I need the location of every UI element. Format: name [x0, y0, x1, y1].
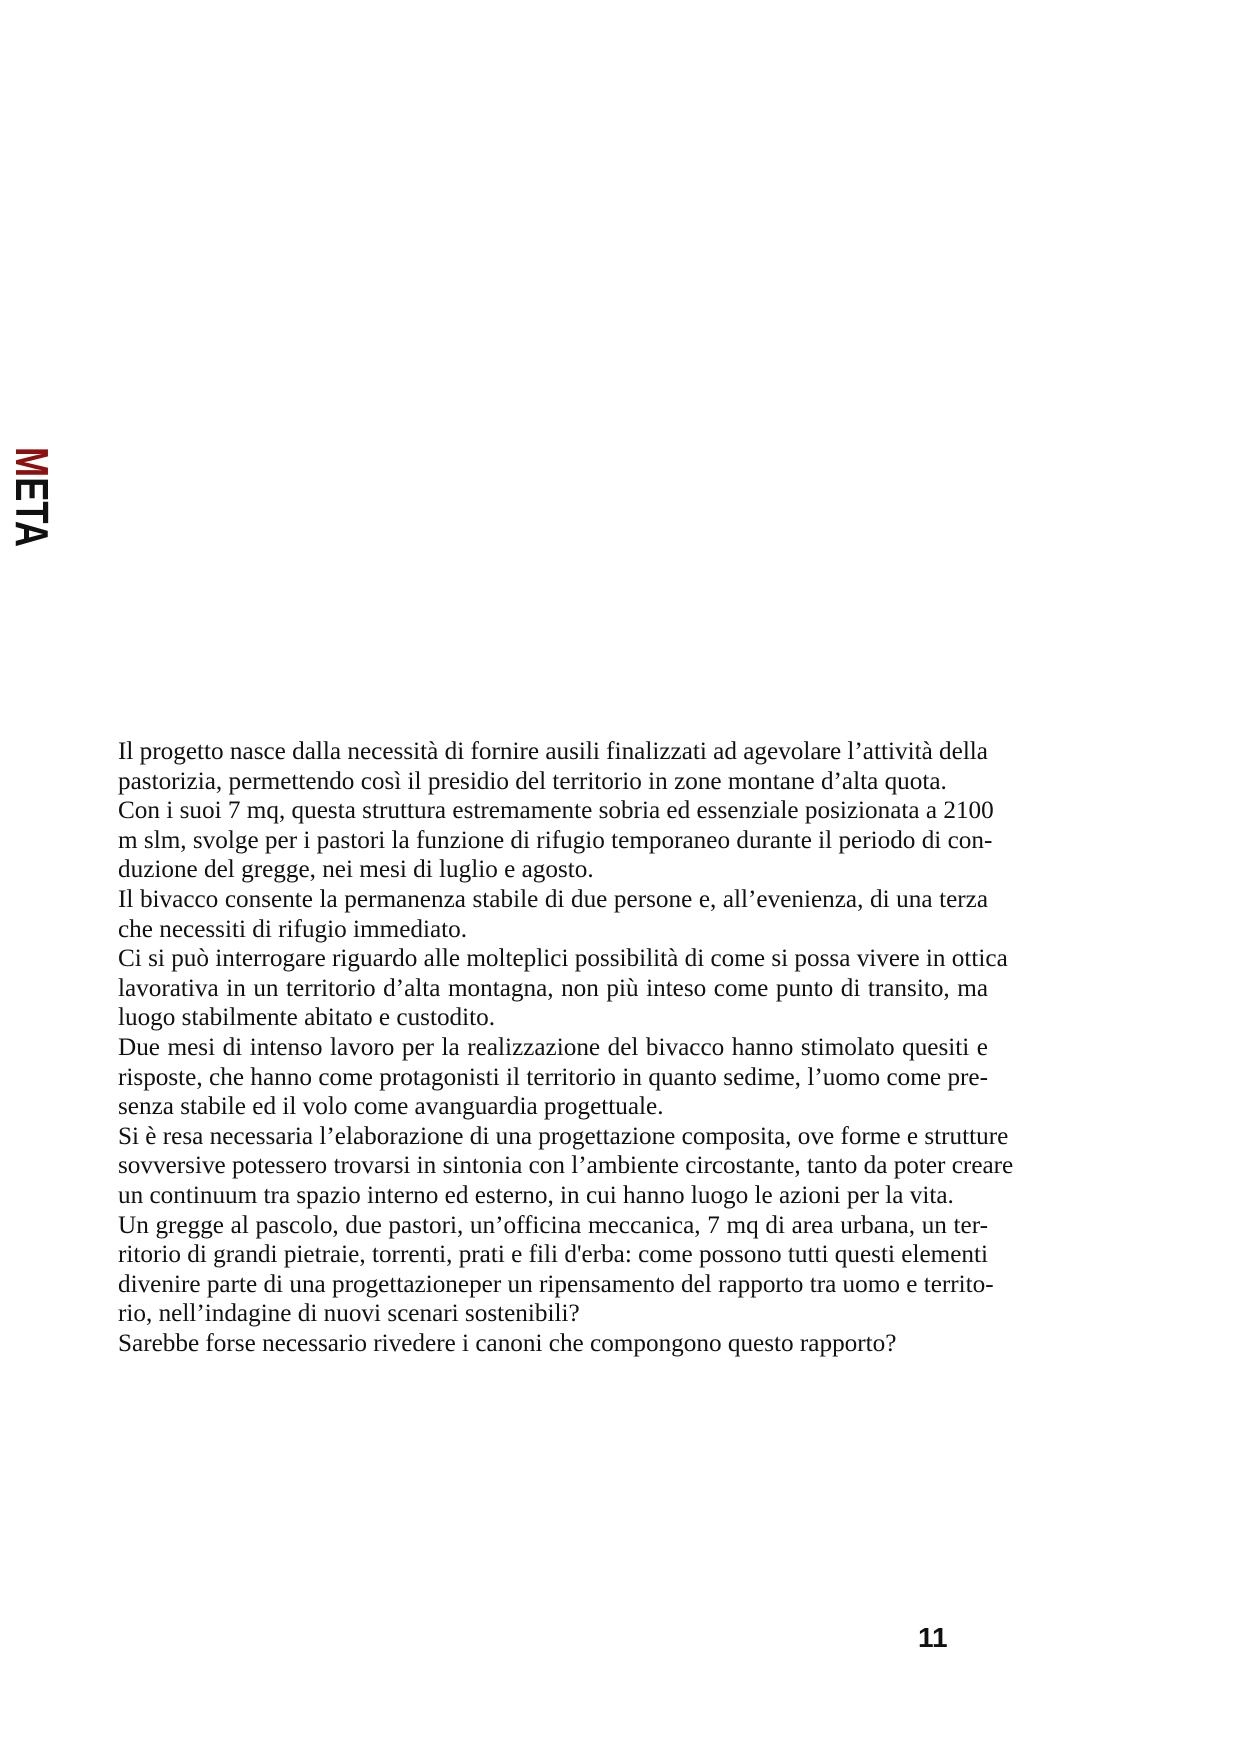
text-line: rio, nell’indagine di nuovi scenari sostenibili?: [118, 1300, 580, 1328]
text-line: pastorizia, permettendo così il presidio del territorio in zone montane d’alta quota.: [118, 767, 947, 795]
text-line: Sarebbe forse necessario rivedere i canoni che compongono questo rapporto?: [118, 1329, 897, 1357]
text-line: luogo stabilmente abitato e custodito.: [118, 1004, 496, 1032]
text-line: senza stabile ed il volo come avanguardia progettuale.: [118, 1093, 664, 1121]
logo-letter: M: [6, 447, 58, 486]
meta-logo-mark: [6, 447, 58, 555]
text-line: Con i suoi 7 mq, questa struttura estremamente sobria ed essenziale posizionata a 2100: [118, 797, 994, 825]
page-number: 11: [918, 1622, 948, 1653]
text-line: divenire parte di una progettazioneper un ripensamento del rapporto tra uomo e territo-: [118, 1270, 994, 1298]
text-line: Il progetto nasce dalla necessità di fornire ausili finalizzati ad agevolare l’attività della: [118, 738, 988, 765]
text-line: Un gregge al pascolo, due pastori, un’officina meccanica, 7 mq di area urbana, un ter-: [118, 1211, 988, 1239]
text-line: duzione del gregge, nei mesi di luglio e agosto.: [118, 856, 594, 884]
text-line: Il bivacco consente la permanenza stabile di due persone e, all’evenienza, di una terza: [118, 885, 988, 913]
text-line: lavorativa in un territorio d’alta montagna, non più inteso come punto di transito, ma: [118, 974, 988, 1002]
body-text: [118, 737, 1014, 1358]
text-line: Si è resa necessaria l’elaborazione di una progettazione composita, ove forme e strutture: [118, 1122, 1009, 1150]
text-line: ritorio di grandi pietraie, torrenti, prati e fili d'erba: come possono tutti questi elementi: [118, 1241, 988, 1269]
text-line: Due mesi di intenso lavoro per la realizzazione del bivacco hanno stimolato quesiti e: [118, 1033, 988, 1061]
logo-letter: A: [6, 520, 58, 555]
text-line: m slm, svolge per i pastori la funzione di rifugio temporaneo durante il periodo di con-: [118, 826, 993, 854]
logo-letter: T: [6, 501, 58, 527]
text-line: che necessiti di rifugio immediato.: [118, 915, 468, 943]
meta-logo: [6, 447, 58, 555]
text-line: Ci si può interrogare riguardo alle molteplici possibilità di come si possa vivere in ottica: [118, 945, 1008, 973]
text-line: sovversive potessero trovarsi in sintonia con l’ambiente circostante, tanto da poter creare: [118, 1152, 1014, 1180]
text-line: risposte, che hanno come protagonisti il territorio in quanto sedime, l’uomo come pre-: [118, 1063, 988, 1091]
meta-logo-text: [6, 447, 58, 555]
text-line: un continuum tra spazio interno ed esterno, in cui hanno luogo le azioni per la vita.: [118, 1181, 954, 1209]
logo-letter: E: [6, 477, 58, 508]
